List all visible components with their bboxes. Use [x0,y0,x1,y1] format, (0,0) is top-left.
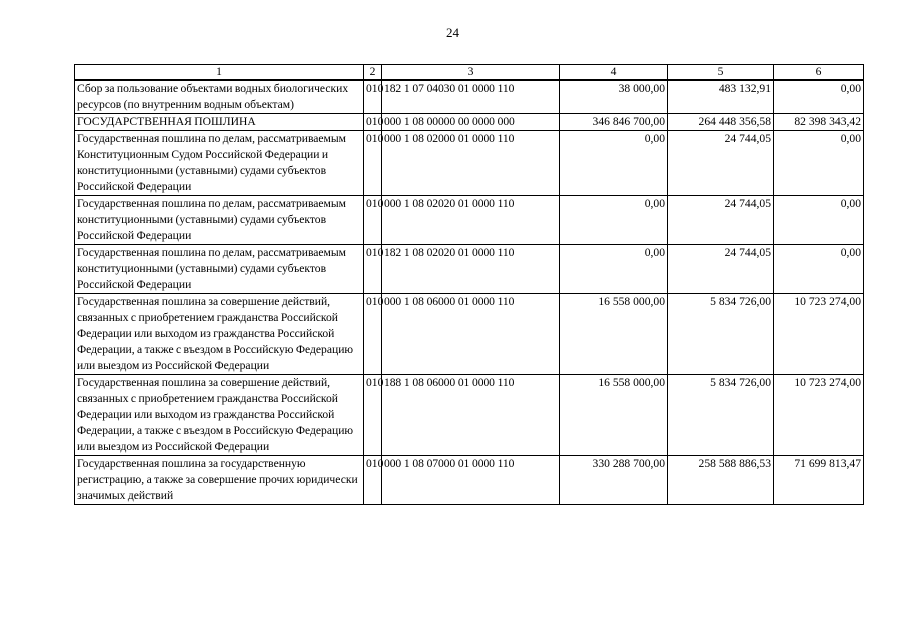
income-name-cell: Государственная пошлина по делам, рассматриваемым конституционными (уставными) судами субъектов Российской Федерации [75,245,364,294]
table-row [75,456,864,505]
value-cell-col4: 38 000,00 [560,80,668,114]
budget-classification-code-cell: 188 1 08 06000 01 0000 110 [382,375,560,456]
value-cell-col4: 346 846 700,00 [560,114,668,131]
column-header: 4 [560,65,668,81]
column-header: 6 [774,65,864,81]
line-code-cell: 010 [364,80,382,114]
value-cell-col6: 10 723 274,00 [774,294,864,375]
value-cell-col5: 264 448 356,58 [668,114,774,131]
value-cell-col4: 16 558 000,00 [560,375,668,456]
budget-classification-code-cell: 000 1 08 00000 00 0000 000 [382,114,560,131]
value-cell-col4: 330 288 700,00 [560,456,668,505]
page-number: 24 [446,25,459,40]
budget-classification-code-cell: 000 1 08 02000 01 0000 110 [382,131,560,196]
value-cell-col5: 24 744,05 [668,245,774,294]
budget-classification-code-cell: 000 1 08 07000 01 0000 110 [382,456,560,505]
value-cell-col5: 24 744,05 [668,196,774,245]
income-name-cell: Государственная пошлина за совершение действий, связанных с приобретением гражданства Российской Федерации или выходом из гражданства Российской Федерации, а также с въездом в Российскую Федерацию или выездом из Российской Федерации [75,375,364,456]
budget-table [74,64,864,505]
table-row [75,196,864,245]
value-cell-col6: 0,00 [774,196,864,245]
budget-classification-code-cell: 000 1 08 06000 01 0000 110 [382,294,560,375]
column-header: 5 [668,65,774,81]
line-code-cell: 010 [364,131,382,196]
value-cell-col5: 483 132,91 [668,80,774,114]
line-code-cell: 010 [364,245,382,294]
budget-classification-code-cell: 000 1 08 02020 01 0000 110 [382,196,560,245]
budget-classification-code-cell: 182 1 08 02020 01 0000 110 [382,245,560,294]
table-row [75,114,864,131]
value-cell-col4: 0,00 [560,245,668,294]
line-code-cell: 010 [364,294,382,375]
income-name-cell: Государственная пошлина за государственную регистрацию, а также за совершение прочих юридически значимых действий [75,456,364,505]
income-name-cell: Государственная пошлина за совершение действий, связанных с приобретением гражданства Российской Федерации или выходом из гражданства Российской Федерации, а также с въездом в Российскую Федерацию или выездом из Российской Федерации [75,294,364,375]
income-name-cell: Государственная пошлина по делам, рассматриваемым Конституционным Судом Российской Федерации и конституционными (уставными) судами субъектов Российской Федерации [75,131,364,196]
value-cell-col6: 0,00 [774,245,864,294]
table-row [75,131,864,196]
income-name-cell: ГОСУДАРСТВЕННАЯ ПОШЛИНА [75,114,364,131]
line-code-cell: 010 [364,456,382,505]
value-cell-col4: 16 558 000,00 [560,294,668,375]
table-row [75,80,864,114]
value-cell-col6: 82 398 343,42 [774,114,864,131]
line-code-cell: 010 [364,196,382,245]
value-cell-col6: 71 699 813,47 [774,456,864,505]
value-cell-col6: 0,00 [774,131,864,196]
value-cell-col4: 0,00 [560,196,668,245]
line-code-cell: 010 [364,114,382,131]
value-cell-col6: 0,00 [774,80,864,114]
table-row [75,294,864,375]
value-cell-col5: 258 588 886,53 [668,456,774,505]
value-cell-col5: 5 834 726,00 [668,375,774,456]
table-row [75,245,864,294]
budget-classification-code-cell: 182 1 07 04030 01 0000 110 [382,80,560,114]
column-header: 1 [75,65,364,81]
table-header-row [75,65,864,81]
value-cell-col6: 10 723 274,00 [774,375,864,456]
income-name-cell: Государственная пошлина по делам, рассматриваемым конституционными (уставными) судами субъектов Российской Федерации [75,196,364,245]
value-cell-col5: 5 834 726,00 [668,294,774,375]
value-cell-col5: 24 744,05 [668,131,774,196]
income-name-cell: Сбор за пользование объектами водных биологических ресурсов (по внутренним водным объектам) [75,80,364,114]
value-cell-col4: 0,00 [560,131,668,196]
column-header: 2 [364,65,382,81]
column-header: 3 [382,65,560,81]
line-code-cell: 010 [364,375,382,456]
table-row [75,375,864,456]
